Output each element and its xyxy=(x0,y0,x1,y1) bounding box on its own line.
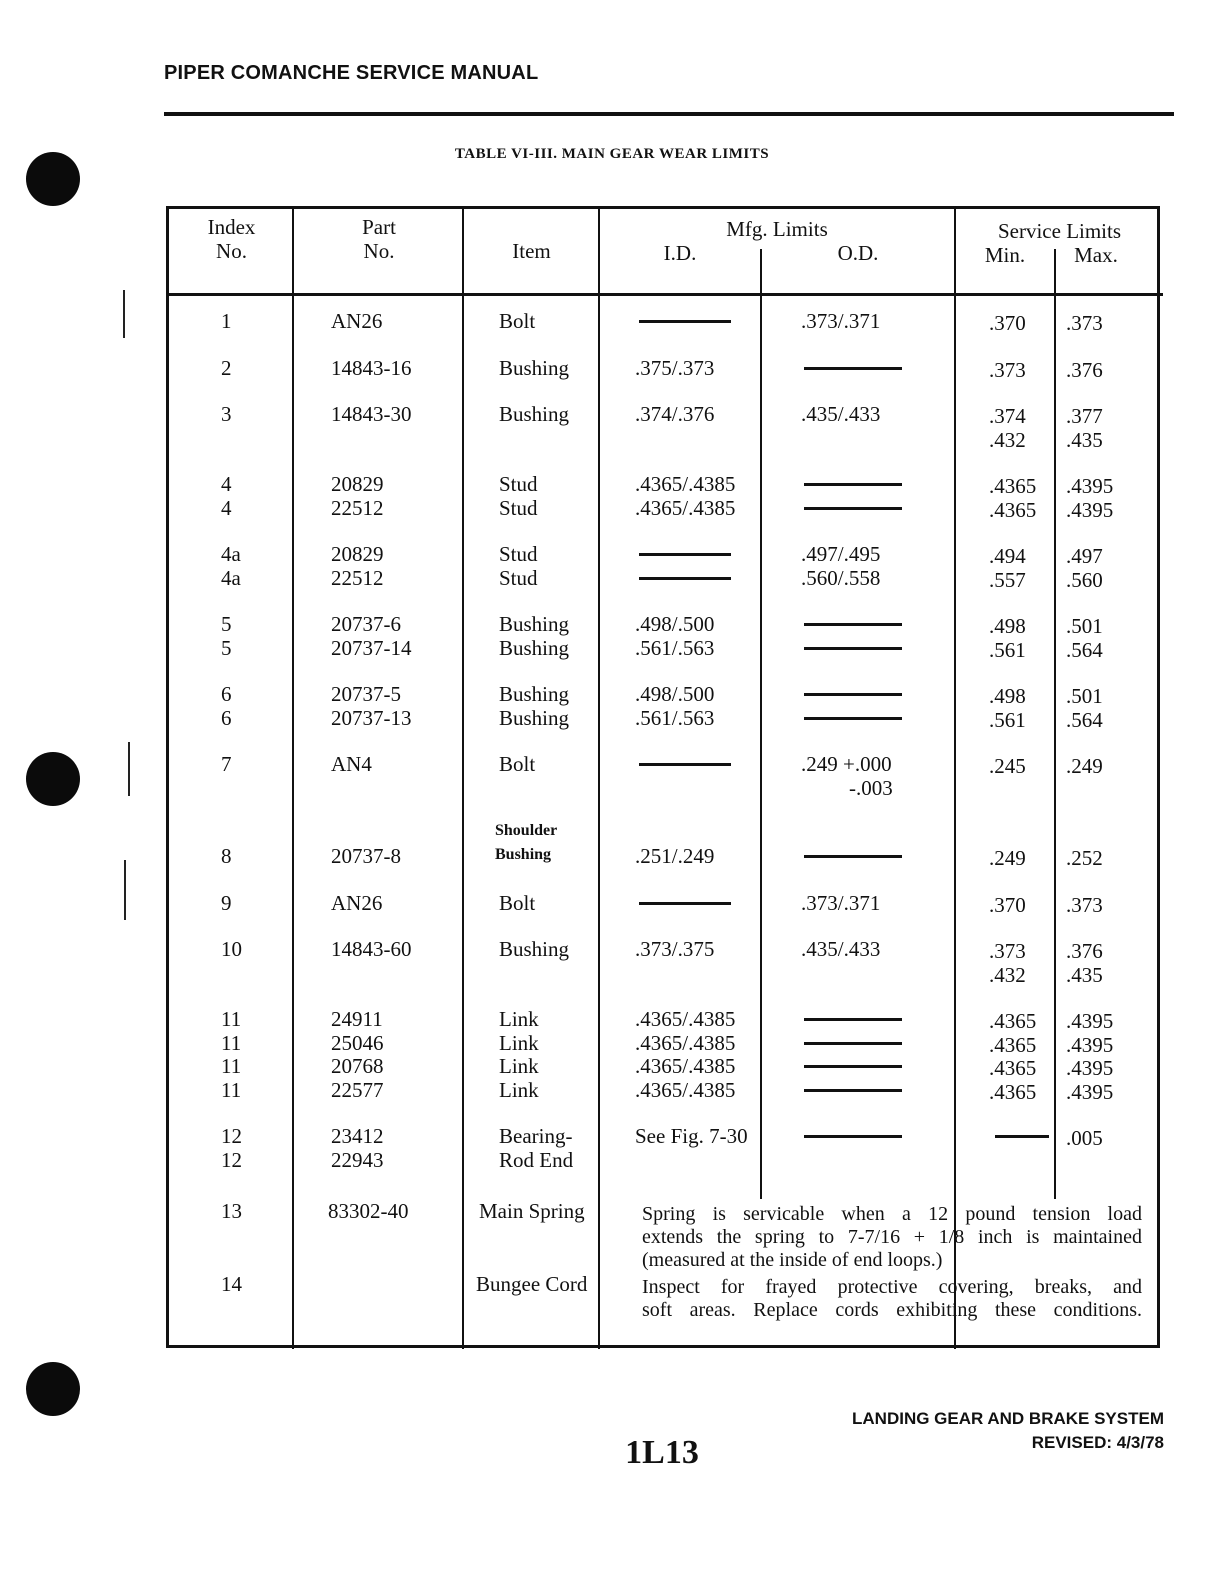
change-bar xyxy=(128,742,130,796)
index-no: 6 xyxy=(221,682,232,706)
index-no: 7 xyxy=(221,752,232,776)
item-name: Bushing xyxy=(499,355,570,380)
service-max: .501 xyxy=(1066,684,1103,708)
service-max: .4395 xyxy=(1066,1079,1114,1104)
item-name: Link xyxy=(499,1054,539,1078)
mfg-od-tolerance: -.003 xyxy=(849,776,893,800)
header-max: Max. xyxy=(1074,243,1118,267)
index-no: 2 xyxy=(221,355,232,380)
mfg-od: .373/.371 xyxy=(801,890,881,915)
service-min: .557 xyxy=(989,567,1026,592)
column-rule-min-max xyxy=(1054,249,1056,1199)
index-no: 4a xyxy=(221,565,241,590)
item-name: Link xyxy=(499,1077,539,1102)
item-name: Bolt xyxy=(499,309,536,333)
part-no: 14843-60 xyxy=(331,937,412,961)
part-no: 22577 xyxy=(331,1077,384,1102)
item-name: Link xyxy=(499,1007,539,1031)
item-name: Bushing xyxy=(499,937,570,961)
part-no: AN26 xyxy=(331,890,383,915)
service-max: .501 xyxy=(1066,614,1103,638)
binder-hole-bottom xyxy=(26,1362,80,1416)
service-min: .4365 xyxy=(989,1079,1037,1104)
service-max: .564 xyxy=(1066,707,1103,732)
index-no: 11 xyxy=(221,1030,242,1055)
part-no: 22512 xyxy=(331,565,384,590)
mfg-id: .374/.376 xyxy=(635,402,715,426)
service-max: .252 xyxy=(1066,846,1103,870)
part-no: 24911 xyxy=(331,1007,383,1031)
index-no: 11 xyxy=(221,1054,242,1078)
part-no: 20737-8 xyxy=(331,844,401,868)
mfg-id: .561/.563 xyxy=(635,635,715,660)
service-max: .373 xyxy=(1066,892,1103,917)
index-no: 13 xyxy=(221,1199,242,1223)
part-no: AN4 xyxy=(331,752,372,776)
column-rule xyxy=(598,209,600,1349)
condition-note-line: Spring is servicable when a 12 pound tension load xyxy=(642,1203,1142,1225)
service-min: .4365 xyxy=(989,497,1037,522)
column-rule-id-od xyxy=(760,249,762,1199)
mfg-id: .373/.375 xyxy=(635,937,715,961)
mfg-id: See Fig. 7-30 xyxy=(635,1124,748,1148)
not-applicable-dash xyxy=(639,320,731,323)
header-mfg-limits: Mfg. Limits xyxy=(726,217,828,241)
column-rule xyxy=(462,209,464,1349)
not-applicable-dash xyxy=(804,1042,902,1045)
service-min: .498 xyxy=(989,684,1026,708)
service-max: .4395 xyxy=(1066,1032,1114,1057)
not-applicable-dash xyxy=(639,553,731,556)
index-no: 11 xyxy=(221,1077,242,1102)
mfg-id: .561/.563 xyxy=(635,705,715,730)
service-max: .435 xyxy=(1066,427,1103,452)
service-min: .494 xyxy=(989,544,1026,568)
part-no: 20768 xyxy=(331,1054,384,1078)
service-max: .4395 xyxy=(1066,497,1114,522)
header-id: I.D. xyxy=(663,241,697,265)
index-no: 10 xyxy=(221,937,242,961)
service-max: .373 xyxy=(1066,311,1103,335)
service-max: .249 xyxy=(1066,754,1103,778)
item-name: Stud xyxy=(499,495,538,520)
item-name: Bushing xyxy=(499,682,570,706)
page-number: 1L13 xyxy=(625,1434,699,1471)
part-no: 20829 xyxy=(331,472,384,496)
mfg-od: .497/.495 xyxy=(801,542,881,566)
service-max: .4395 xyxy=(1066,1009,1114,1033)
footer-section-title: LANDING GEAR AND BRAKE SYSTEM xyxy=(852,1409,1164,1428)
condition-note-line: soft areas. Replace cords exhibiting these conditions. xyxy=(642,1299,1142,1321)
mfg-id: .4365/.4385 xyxy=(635,495,736,520)
header-index: Index No. xyxy=(207,215,256,263)
item-name: Bolt xyxy=(499,752,536,776)
service-min: .498 xyxy=(989,614,1026,638)
index-no: 9 xyxy=(221,890,232,915)
item-name: Link xyxy=(499,1030,539,1055)
service-min: .370 xyxy=(989,311,1026,335)
service-max: .377 xyxy=(1066,404,1103,428)
index-no: 6 xyxy=(221,705,232,730)
index-no: 12 xyxy=(221,1147,242,1172)
mfg-id: .4365/.4385 xyxy=(635,1030,736,1055)
part-no: 20737-5 xyxy=(331,682,401,706)
mfg-id: .251/.249 xyxy=(635,844,715,868)
header-od: O.D. xyxy=(837,241,879,265)
part-no: 20737-14 xyxy=(331,635,412,660)
binder-hole-middle xyxy=(26,752,80,806)
mfg-id: .4365/.4385 xyxy=(635,1007,736,1031)
index-no: 11 xyxy=(221,1007,242,1031)
service-min: .561 xyxy=(989,637,1026,662)
index-no: 3 xyxy=(221,402,232,426)
condition-note-line: Inspect for frayed protective covering, breaks, and xyxy=(642,1276,1142,1298)
condition-note-line: (measured at the inside of end loops.) xyxy=(642,1249,943,1271)
service-max: .497 xyxy=(1066,544,1103,568)
not-applicable-dash xyxy=(804,647,902,650)
not-applicable-dash xyxy=(804,717,902,720)
item-name: Bushing xyxy=(499,402,570,426)
footer-revised: REVISED: 4/3/78 xyxy=(1031,1433,1164,1452)
item-name: Bolt xyxy=(499,890,536,915)
service-max: .4395 xyxy=(1066,474,1114,498)
not-applicable-dash xyxy=(804,1018,902,1021)
item-name: Stud xyxy=(499,472,538,496)
index-no: 12 xyxy=(221,1124,242,1148)
not-applicable-dash xyxy=(995,1135,1049,1138)
service-min: .4365 xyxy=(989,1032,1037,1057)
service-max: .376 xyxy=(1066,939,1103,963)
service-min: .249 xyxy=(989,846,1026,870)
item-name: Stud xyxy=(499,565,538,590)
not-applicable-dash xyxy=(804,367,902,370)
not-applicable-dash xyxy=(804,623,902,626)
change-bar xyxy=(123,290,125,338)
item-name: Bearing- xyxy=(499,1124,573,1148)
mfg-od: .560/.558 xyxy=(801,565,881,590)
not-applicable-dash xyxy=(639,902,731,905)
service-min: .4365 xyxy=(989,474,1037,498)
service-max: .564 xyxy=(1066,637,1103,662)
mfg-id: .498/.500 xyxy=(635,682,715,706)
item-name: Rod End xyxy=(499,1147,574,1172)
service-min: .245 xyxy=(989,754,1026,778)
service-min: .561 xyxy=(989,707,1026,732)
header-item: Item xyxy=(512,239,551,263)
part-no: 83302-40 xyxy=(328,1199,409,1223)
item-name: Bushing xyxy=(499,705,570,730)
service-max: .005 xyxy=(1066,1126,1103,1150)
part-no: 23412 xyxy=(331,1124,384,1148)
item-name: Bushing xyxy=(499,635,570,660)
column-rule xyxy=(954,209,956,1349)
index-no: 8 xyxy=(221,844,232,868)
change-bar xyxy=(124,860,126,920)
service-min: .374 xyxy=(989,404,1026,428)
mfg-id: .498/.500 xyxy=(635,612,715,636)
part-no: 20737-6 xyxy=(331,612,401,636)
header-rule xyxy=(164,112,1174,116)
index-no: 14 xyxy=(221,1272,242,1296)
part-no: 22512 xyxy=(331,495,384,520)
mfg-id: .4365/.4385 xyxy=(635,1077,736,1102)
index-no: 4 xyxy=(221,472,232,496)
part-no: 25046 xyxy=(331,1030,384,1055)
header-min: Min. xyxy=(984,243,1026,267)
index-no: 4 xyxy=(221,495,232,520)
mfg-od: .249 +.000 xyxy=(801,752,892,776)
not-applicable-dash xyxy=(639,577,731,580)
not-applicable-dash xyxy=(804,693,902,696)
not-applicable-dash xyxy=(804,1089,902,1092)
service-min: .432 xyxy=(989,427,1026,452)
item-name: Main Spring xyxy=(479,1199,585,1223)
wear-limits-table xyxy=(166,206,1160,1348)
service-min: .432 xyxy=(989,962,1026,987)
service-min: .370 xyxy=(989,892,1026,917)
part-no: 22943 xyxy=(331,1147,384,1172)
item-label-top: Shoulder xyxy=(495,822,558,839)
item-name: Bungee Cord xyxy=(476,1272,588,1296)
header-separator xyxy=(169,293,1163,296)
not-applicable-dash xyxy=(639,763,731,766)
part-no: 20829 xyxy=(331,542,384,566)
item-name: Bushing xyxy=(499,612,570,636)
column-rule xyxy=(292,209,294,1349)
part-no: 14843-30 xyxy=(331,402,412,426)
header-part: Part No. xyxy=(362,215,396,263)
service-min: .373 xyxy=(989,939,1026,963)
condition-note-line: extends the spring to 7-7/16 + 1/8 inch is maintained xyxy=(642,1226,1142,1248)
mfg-id: .375/.373 xyxy=(635,355,715,380)
service-max: .560 xyxy=(1066,567,1103,592)
item-name: Bushing xyxy=(495,846,552,863)
not-applicable-dash xyxy=(804,1135,902,1138)
part-no: 14843-16 xyxy=(331,355,412,380)
not-applicable-dash xyxy=(804,855,902,858)
index-no: 5 xyxy=(221,612,232,636)
not-applicable-dash xyxy=(804,483,902,486)
service-max: .4395 xyxy=(1066,1056,1114,1080)
table-title: TABLE VI-III. MAIN GEAR WEAR LIMITS xyxy=(454,146,770,162)
not-applicable-dash xyxy=(804,1065,902,1068)
service-max: .376 xyxy=(1066,357,1103,382)
part-no: AN26 xyxy=(331,309,383,333)
mfg-od: .373/.371 xyxy=(801,309,881,333)
service-min: .373 xyxy=(989,357,1026,382)
item-name: Stud xyxy=(499,542,538,566)
mfg-od: .435/.433 xyxy=(801,402,881,426)
mfg-od: .435/.433 xyxy=(801,937,881,961)
header-service-limits: Service Limits xyxy=(997,219,1122,243)
manual-title: PIPER COMANCHE SERVICE MANUAL xyxy=(164,62,539,84)
mfg-id: .4365/.4385 xyxy=(635,472,736,496)
service-min: .4365 xyxy=(989,1056,1037,1080)
part-no: 20737-13 xyxy=(331,705,412,730)
index-no: 1 xyxy=(221,309,232,333)
service-min: .4365 xyxy=(989,1009,1037,1033)
mfg-id: .4365/.4385 xyxy=(635,1054,736,1078)
index-no: 4a xyxy=(221,542,241,566)
service-max: .435 xyxy=(1066,962,1103,987)
not-applicable-dash xyxy=(804,507,902,510)
index-no: 5 xyxy=(221,635,232,660)
